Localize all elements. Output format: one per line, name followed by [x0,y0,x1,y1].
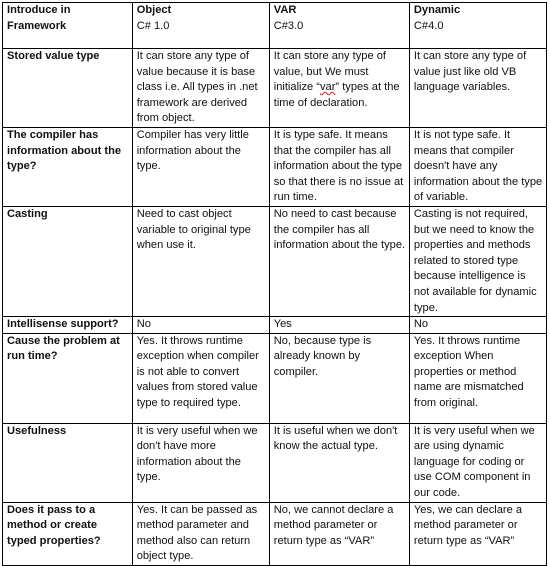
table-row [3,3,547,49]
cell-object: Yes. It can be passed as method parameter and method also can return object type. [132,502,269,565]
cell-dynamic: Yes, we can declare a method parameter or return type as “VAR” [409,502,546,565]
header-var [269,3,409,49]
table-row [3,206,547,316]
header-dynamic [409,3,546,49]
comparison-table [2,2,547,566]
header-topic: Introduce in Framework [3,3,133,49]
row-label-compiler-info: The compiler has information about the type? [3,127,133,206]
table-row [3,127,547,206]
cell-var-text-end: ” types at the time of declaration. [273,81,400,109]
cell-var-version: C#3.0 [273,19,304,32]
table-row [3,502,547,565]
cell-object-version: C# 1.0 [136,19,170,32]
header-var-label: VAR [273,4,297,16]
cell-var: No need to cast because the compiler has all information about the type. [269,206,409,316]
cell-object: Need to cast object variable to original type when use it. [132,206,269,316]
row-label-stored-value-type: Stored value type [3,49,133,128]
cell-var: No, we cannot declare a method parameter or return type as “VAR” [269,502,409,565]
row-label-intellisense: Intellisense support? [3,317,133,334]
cell-object: Compiler has very little information about the type. [132,127,269,206]
cell-dynamic: Casting is not required, but we need to know the properties and methods related to stored type because intelligence is not available for dynamic type. [409,206,546,316]
row-label-runtime-problem: Cause the problem at run time? [3,333,133,423]
cell-var: It is useful when we don't know the actual type. [269,423,409,502]
cell-object: It is very useful when we don't have more information about the type. [132,423,269,502]
row-label-casting: Casting [3,206,133,316]
cell-dynamic: No [409,317,546,334]
cell-var: Yes [269,317,409,334]
cell-var [269,49,409,128]
header-object-label: Object [136,4,172,16]
cell-var: It is type safe. It means that the compiler has all information about the type so that there is no issue at run time. [269,127,409,206]
table-row [3,49,547,128]
table-row [3,423,547,502]
cell-dynamic: It can store any type of value just like old VB language variables. [409,49,546,128]
cell-dynamic: Yes. It throws runtime exception When properties or method name are mismatched from original. [409,333,546,423]
cell-object: It can store any type of value because it is base class i.e. All types in .net framework are derived from object. [132,49,269,128]
cell-dynamic-version: C#4.0 [413,19,444,32]
header-object [132,3,269,49]
table-row [3,317,547,334]
row-label-method-pass: Does it pass to a method or create typed properties? [3,502,133,565]
cell-object: No [132,317,269,334]
spellcheck-underlined-word: var [320,81,336,94]
cell-var-text-start: It can store any type of value, but We must initialize “ [273,50,386,94]
cell-dynamic: It is very useful when we are using dynamic language for coding or use COM component in our code. [409,423,546,502]
table-row [3,333,547,423]
cell-object: Yes. It throws runtime exception when compiler is not able to convert values from stored value type to required type. [132,333,269,423]
cell-dynamic: It is not type safe. It means that compiler doesn't have any information about the type of variable. [409,127,546,206]
cell-var: No, because type is already known by compiler. [269,333,409,423]
header-dynamic-label: Dynamic [413,4,461,16]
row-label-usefulness: Usefulness [3,423,133,502]
